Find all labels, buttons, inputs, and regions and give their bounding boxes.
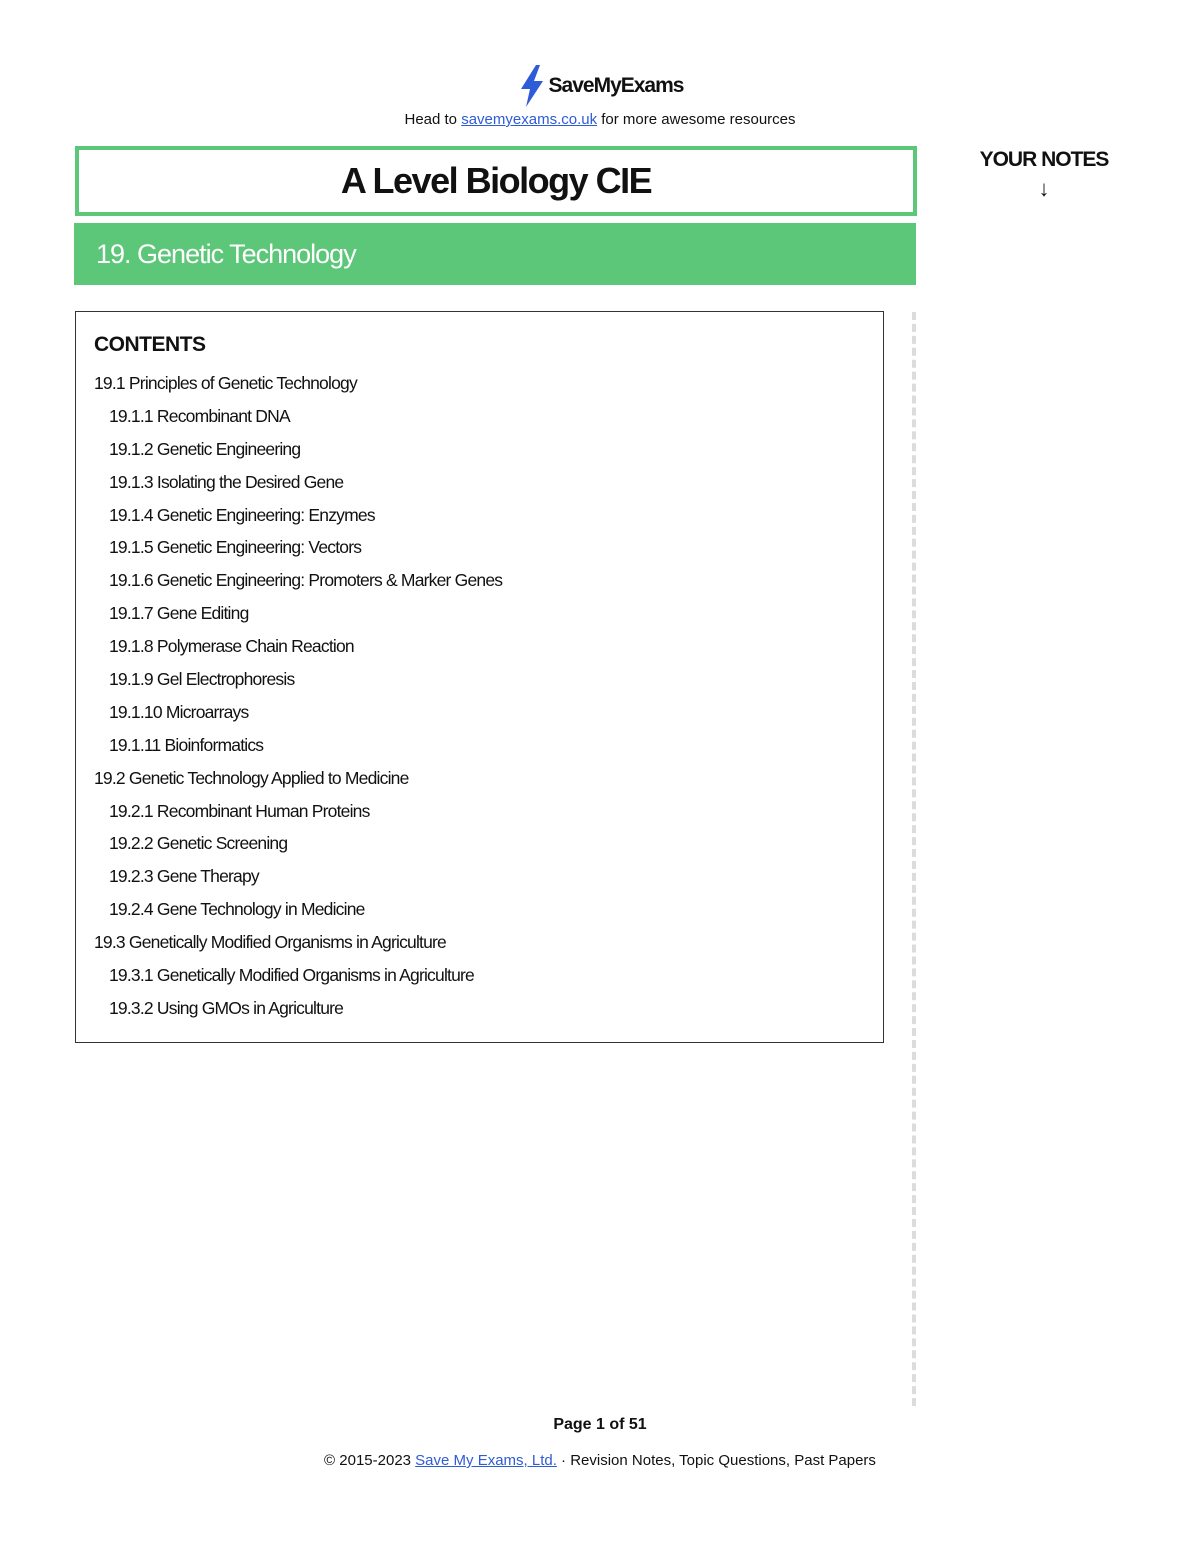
your-notes-label: YOUR NOTES	[979, 148, 1109, 171]
toc-subsection-link[interactable]: 19.3.1 Genetically Modified Organisms in Agriculture	[109, 965, 474, 986]
contents-heading: CONTENTS	[94, 333, 206, 356]
tagline-suffix: for more awesome resources	[597, 111, 796, 128]
page-title: A Level Biology CIE	[340, 160, 652, 201]
toc-subsection-link[interactable]: 19.1.10 Microarrays	[109, 701, 249, 722]
toc-subsection-link[interactable]: 19.1.8 Polymerase Chain Reaction	[109, 636, 354, 657]
toc-subsection-link[interactable]: 19.1.11 Bioinformatics	[109, 734, 264, 755]
toc-subsection-link[interactable]: 19.1.3 Isolating the Desired Gene	[109, 471, 344, 492]
topic-bar	[74, 223, 916, 285]
notes-divider	[912, 312, 916, 1406]
your-notes	[960, 148, 1128, 202]
toc-subsection-link[interactable]: 19.1.7 Gene Editing	[109, 603, 249, 624]
savemyexams-ltd-link[interactable]: Save My Exams, Ltd.	[415, 1452, 557, 1469]
toc-section-link[interactable]: 19.3 Genetically Modified Organisms in Agriculture	[94, 932, 446, 953]
toc-subsection-link[interactable]: 19.1.6 Genetic Engineering: Promoters & Marker Genes	[109, 570, 503, 591]
toc-subsection-link[interactable]: 19.1.5 Genetic Engineering: Vectors	[109, 537, 362, 558]
toc-subsection-link[interactable]: 19.2.2 Genetic Screening	[109, 833, 288, 854]
tagline	[0, 111, 1200, 128]
footer-copyright	[0, 1452, 1200, 1469]
arrow-down-icon: ↓	[1038, 176, 1050, 201]
contents-box	[75, 311, 884, 1043]
copyright-prefix: © 2015-2023	[324, 1452, 416, 1469]
toc-subsection-link[interactable]: 19.1.1 Recombinant DNA	[109, 405, 290, 426]
toc-subsection-link[interactable]: 19.2.4 Gene Technology in Medicine	[109, 899, 365, 920]
toc-section-link[interactable]: 19.1 Principles of Genetic Technology	[94, 373, 357, 393]
page-header	[0, 64, 1200, 113]
topic-title: 19. Genetic Technology	[96, 238, 356, 269]
toc-subsection-link[interactable]: 19.1.4 Genetic Engineering: Enzymes	[109, 504, 375, 525]
savemyexams-link[interactable]: savemyexams.co.uk	[461, 111, 598, 128]
toc-section-link[interactable]: 19.2 Genetic Technology Applied to Medicine	[94, 767, 409, 788]
table-of-contents	[76, 367, 876, 1025]
page-number: Page 1 of 51	[553, 1416, 647, 1433]
copyright-suffix: · Revision Notes, Topic Questions, Past Papers	[556, 1452, 876, 1469]
logo-text: SaveMyExams	[548, 74, 684, 97]
toc-subsection-link[interactable]: 19.2.3 Gene Therapy	[109, 866, 259, 887]
title-box	[75, 146, 917, 216]
toc-subsection-link[interactable]: 19.1.9 Gel Electrophoresis	[109, 669, 295, 690]
tagline-prefix: Head to	[404, 111, 462, 128]
toc-subsection-link[interactable]: 19.1.2 Genetic Engineering	[109, 438, 301, 459]
toc-subsection-link[interactable]: 19.2.1 Recombinant Human Proteins	[109, 800, 370, 821]
lightning-bolt-icon	[517, 64, 547, 108]
logo[interactable]	[517, 64, 684, 108]
toc-subsection-link[interactable]: 19.3.2 Using GMOs in Agriculture	[109, 997, 344, 1018]
